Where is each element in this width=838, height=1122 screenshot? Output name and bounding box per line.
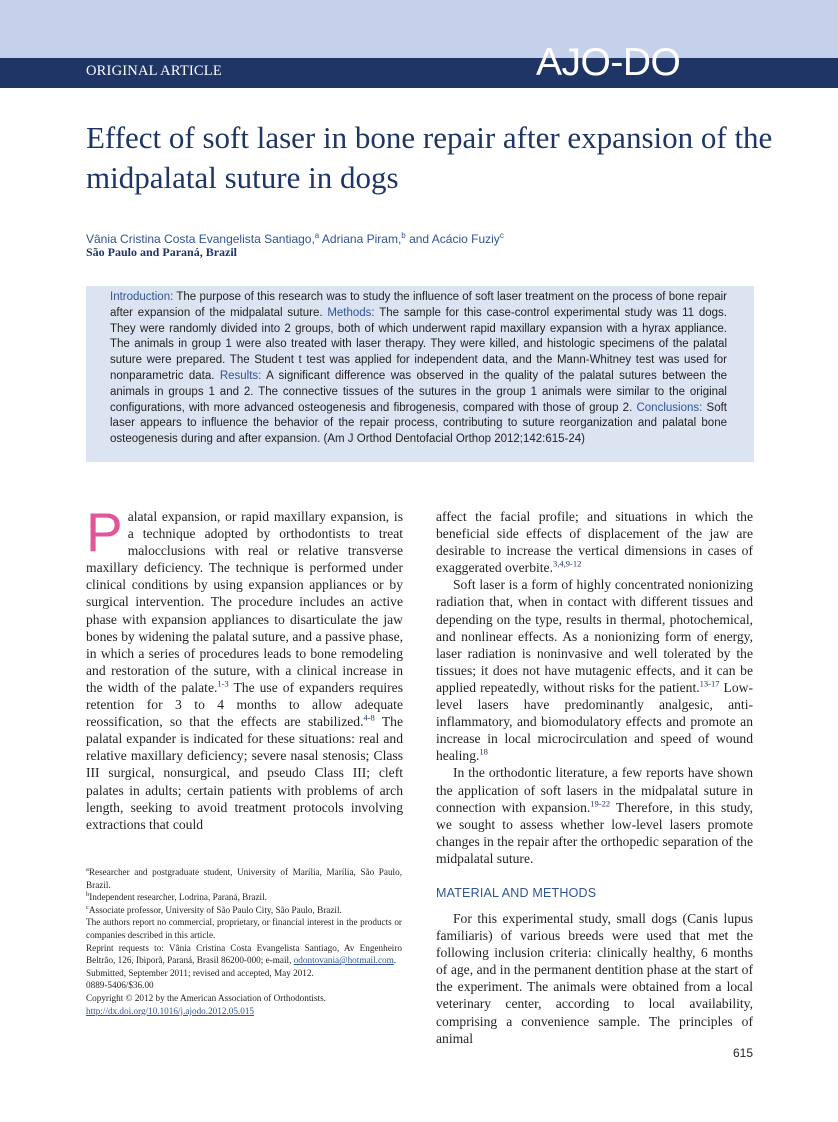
footnote-text: . — [393, 955, 397, 966]
page-number: 615 — [732, 1046, 753, 1060]
paragraph-text: Therefore, in this study, we sought to assess whether low-level lasers promote changes in the repair after the orthopedic separation of the midpalatal suture. — [436, 799, 753, 866]
body-paragraph — [86, 501, 403, 833]
footnote-disclosure: The authors report no commercial, proprietary, or financial interest in the products or companies described in this article. — [86, 917, 402, 940]
footnote-mark: a — [86, 865, 89, 873]
body-column-right — [436, 508, 753, 1047]
paragraph-text: affect the facial profile; and situations in which the beneficial side effects of displacement of the jaw are desirable to increase the vertical dimensions in cases of exaggerated overbite. — [436, 509, 753, 576]
paragraph-text: Soft laser is a form of highly concentrated nonionizing radiation that, when in contact with different tissues and depending on the type, results in thermal, photochemical, and nonlinear effects. As a nonionizing form of energy, laser radiation is noninvasive and well tolerated by the tissues; it does not have mutagenic effects, and it can be applied repeatedly, without risks for the patient. — [436, 577, 753, 695]
abstract-methods: The sample for this case-control experimental study was 11 dogs. They were randomly divided into 2 groups, both of which underwent rapid maxillary expansion with a hyrax appliance. The animals in group 1 were also treated with laser therapy. They were killed, and histologic specimens of the palatal suture were prepared. The Student t test was applied for independent data, and the Mann-Whitney test was used for nonparametric data. — [110, 306, 727, 382]
author-location: São Paulo and Paraná, Brazil — [86, 245, 238, 259]
abstract-heading-conclusions: Conclusions: — [636, 401, 703, 414]
citation-ref[interactable]: 1-3 — [217, 678, 229, 689]
footnote-text: Independent researcher, Lodrina, Paraná, Brazil. — [89, 892, 267, 903]
abstract-conclusions: Soft laser appears to influence the behavior of the repair process, contributing to suture reorganization and palatal bone osteogenesis during and after expansion. (Am J Orthod Dentofacial Orthop 2012;142:615-24) — [110, 401, 727, 446]
author-affiliation-mark: a — [314, 231, 320, 240]
footnote-mark: c — [86, 903, 89, 911]
footnote-affiliation-b — [86, 891, 402, 904]
abstract-results: A significant difference was observed in the quality of the palatal sutures between the animals in groups 1 and 2. The connective tissues of the sutures in the group 1 animals were similar to the original configurations, with more advanced osteogenesis and fibrogenesis, compared with those of group 2. — [110, 369, 727, 414]
journal-logo: AJO-DO — [536, 41, 681, 84]
author-affiliation-mark: c — [499, 231, 504, 240]
citation-ref[interactable]: 18 — [479, 746, 488, 757]
footnote-reprint-requests — [86, 942, 402, 967]
body-paragraph — [436, 764, 753, 867]
abstract-heading-methods: Methods: — [327, 306, 375, 319]
footnote-text: Reprint requests to: Vânia Cristina Costa Evangelista Santiago, Av Engenheiro Beltrão, 126, Ibiporã, Paraná, Brasil 86200-000; e-mail, — [86, 942, 402, 966]
paragraph-text: The use of expanders requires retention for 3 to 4 months to allow adequate reossification, so that the effects are stabilized. — [86, 679, 403, 730]
drop-cap: P — [86, 501, 123, 563]
citation-ref[interactable]: 13-17 — [699, 678, 720, 689]
abstract-heading-introduction: Introduction: — [110, 291, 174, 303]
footnote-copyright: Copyright © 2012 by the American Association of Orthodontists. — [86, 992, 326, 1003]
footnote-submitted: Submitted, September 2011; revised and accepted, May 2012. — [86, 967, 314, 978]
footnote-affiliation-c — [86, 904, 402, 917]
body-column-left — [86, 501, 403, 833]
doi-link[interactable]: http://dx.doi.org/10.1016/j.ajodo.2012.05.015 — [86, 1005, 255, 1016]
paragraph-text: The palatal expander is indicated for these situations: real and relative maxillary deficiency; severe nasal stenosis; Class III surgical, nonsurgical, and pseudo Class III; cleft palates in adults; certain patients with problems of arch length, seeking to avoid treatment protocols involving extractions that could — [86, 714, 403, 832]
email-link[interactable]: odontovania@hotmail.com — [293, 955, 394, 966]
abstract-text — [110, 290, 727, 448]
citation-ref[interactable]: 3,4,9-12 — [553, 558, 582, 569]
article-type-label: ORIGINAL ARTICLE — [86, 63, 222, 79]
body-paragraph: For this experimental study, small dogs (Canis lupus familiaris) of various breeds were used that met the following inclusion criteria: clinically healthy, 6 months of age, and in the permanent dentition phase at the start of the experiment. The animals were obtained from a local veterinary center, according to local availability, comprising a convenience sample. The principles of animal — [436, 910, 753, 1046]
author-name: and Acácio Fuziy — [405, 232, 500, 246]
section-heading-material-methods: MATERIAL AND METHODS — [436, 885, 597, 900]
paragraph-text: alatal expansion, or rapid maxillary expansion, is a technique adopted by orthodontists to treat malocclusions with real or relative transverse maxillary deficiency. The technique is performed under clinical conditions by using expansion appliances or by surgical intervention. The procedure includes an active phase with expansion appliances to disarticulate the jaw bones by widening the palatal suture, and a passive phase, in which a series of procedures leads to bone remodeling and restoration of the suture, with a clinical increase in the width of the palate. — [86, 509, 403, 695]
citation-ref[interactable]: 19-22 — [590, 798, 611, 809]
abstract-box — [86, 286, 754, 462]
paragraph-text: In the orthodontic literature, a few reports have shown the application of soft lasers in the midpalatal suture in connection with expansion. — [436, 765, 753, 815]
article-title: Effect of soft laser in bone repair after expansion of the midpalatal suture in dogs — [86, 120, 773, 195]
author-affiliation-mark: b — [401, 231, 406, 240]
footnote-text: Researcher and postgraduate student, University of Marília, Marília, São Paulo, Brazil. — [86, 867, 402, 890]
body-paragraph — [436, 576, 753, 764]
author-name: Vânia Cristina Costa Evangelista Santiago, — [86, 232, 315, 246]
header-top-band — [0, 0, 838, 58]
footnote-text: Associate professor, University of São Paulo City, São Paulo, Brazil. — [88, 904, 342, 915]
footnote-issn: 0889-5406/$36.00 — [86, 980, 154, 991]
body-paragraph — [436, 508, 753, 576]
footnotes — [86, 866, 402, 1017]
abstract-heading-results: Results: — [219, 369, 262, 382]
paragraph-text: Low-level lasers have predominantly analgesic, anti-inflammatory, and biomodulatory effects and promote an increase in local microcirculation and speed of wound healing. — [436, 679, 754, 764]
citation-ref[interactable]: 4-8 — [363, 712, 375, 723]
author-name: Adriana Piram, — [319, 232, 402, 246]
abstract-introduction: The purpose of this research was to study the influence of soft laser treatment on the process of bone repair after expansion of the midpalatal suture. — [110, 291, 727, 319]
footnote-mark: b — [86, 891, 90, 899]
footnote-affiliation-a — [86, 866, 402, 891]
